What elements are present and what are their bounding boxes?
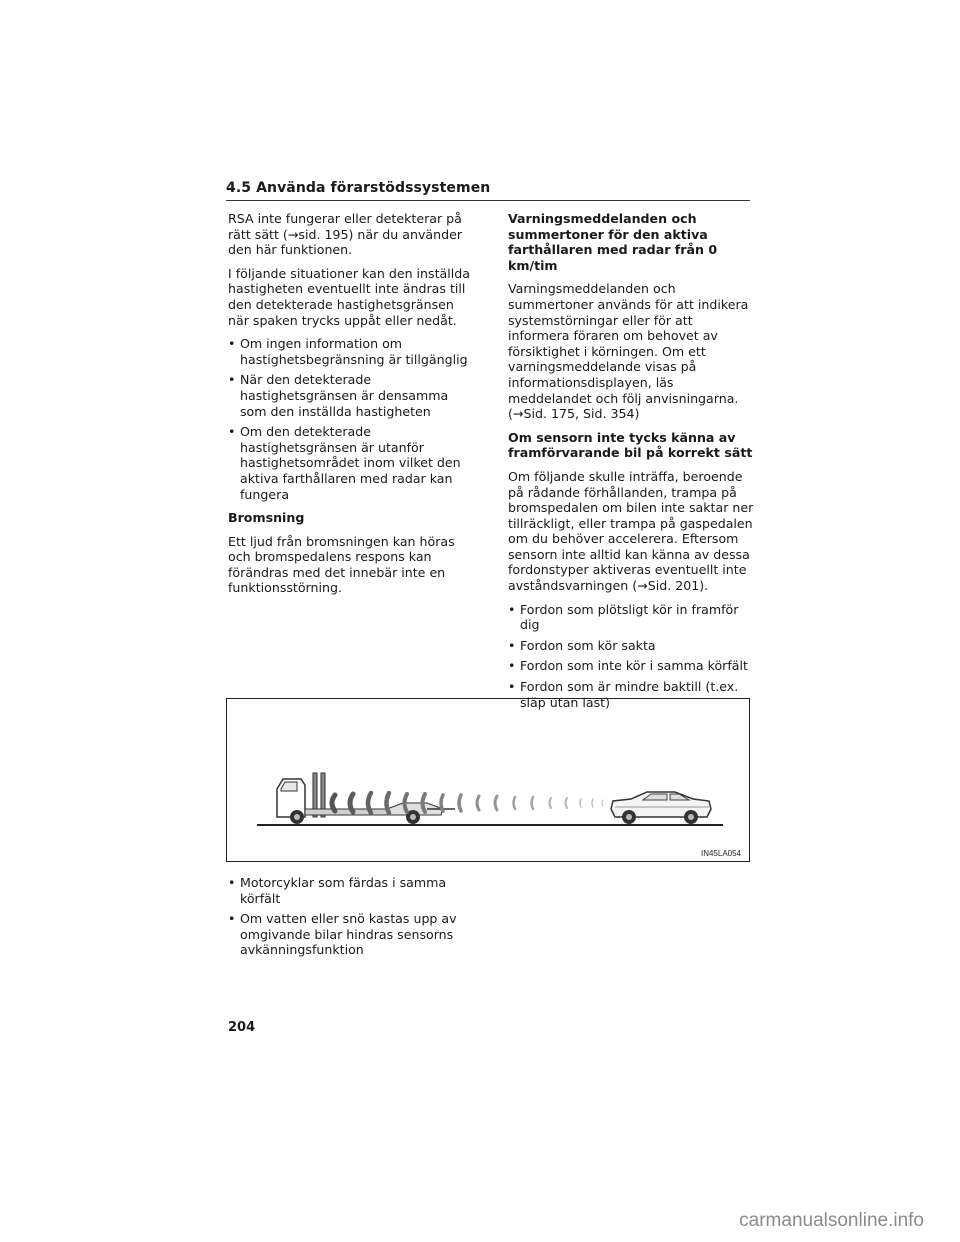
section-header [226, 180, 750, 201]
paragraph: Varningsmeddelanden och summertoner används för att indikera systemstörningar eller för att informera föraren om behovet av försiktighet i körningen. Om ett varningsmeddelande visas på informationsdisplayen, läs meddelandet och följ anvisningarna. (→Sid. 175, Sid. 354) [508, 281, 749, 422]
section-title: 4.5 Använda förarstödssystemen [226, 180, 491, 196]
right-column [508, 211, 754, 718]
figure-id: IN45LA054 [700, 849, 741, 858]
bottom-column [228, 875, 478, 966]
list-item: • Fordon som plötsligt kör in framför dig [508, 602, 754, 633]
list-item: • Fordon som kör sakta [508, 638, 754, 654]
bullet-list [228, 875, 478, 958]
paragraph: Om följande skulle inträffa, beroende på rådande förhållanden, trampa på bromspedalen om bilen inte saktar ner tillräckligt, eller trampa på gaspedalen om du behöver accelerera. Eftersom sensorn inte alltid kan känna av dessa fordonstyper aktiveras eventuellt inte avståndsvarningen (→Sid. 201). [508, 468, 754, 594]
paragraph: RSA inte fungerar eller detekterar på rätt sätt (→sid. 195) när du använder den här funktionen. [228, 211, 463, 258]
paragraph: I följande situationer kan den inställda hastigheten eventuellt inte ändras till den detekterade hastighetsgränsen när spaken trycks uppåt eller nedåt. [228, 265, 470, 328]
list-item: • Om ingen information om hastighetsbegränsning är tillgänglig [228, 336, 478, 367]
illustration-truck-and-car [226, 698, 750, 862]
bullet-list [228, 336, 478, 502]
subheading-sensor: Om sensorn inte tycks känna av framförvarande bil på korrekt sätt [508, 429, 753, 461]
list-item: • Om den detekterade hastighetsgränsen är utanför hastighetsområdet inom vilket den aktiva farthållaren med radar kan fungera [228, 424, 478, 502]
illustration-drawing [227, 699, 751, 863]
subheading-braking: Bromsning [228, 510, 305, 526]
list-item: • Fordon som är mindre baktill (t.ex. släp utan last) [508, 679, 754, 710]
paragraph: Ett ljud från bromsningen kan höras och bromspedalens respons kan förändras med det innebär inte en funktionsstörning. [228, 533, 455, 596]
subheading-warnings: Varningsmeddelanden och summertoner för den aktiva farthållaren med radar från 0 km/tim [508, 211, 718, 273]
list-item: • När den detekterade hastighetsgränsen är densamma som den inställda hastigheten [228, 372, 478, 419]
watermark: carmanualsonline.info [739, 1210, 924, 1231]
list-item: • Motorcyklar som färdas i samma körfält [228, 875, 478, 906]
list-item: • Fordon som inte kör i samma körfält [508, 658, 754, 674]
bullet-list [508, 602, 754, 711]
list-item: • Om vatten eller snö kastas upp av omgivande bilar hindras sensorns avkänningsfunktion [228, 911, 478, 958]
page-number: 204 [228, 1020, 256, 1035]
header-rule [226, 200, 750, 201]
car-icon [611, 792, 711, 824]
left-column [228, 211, 478, 604]
